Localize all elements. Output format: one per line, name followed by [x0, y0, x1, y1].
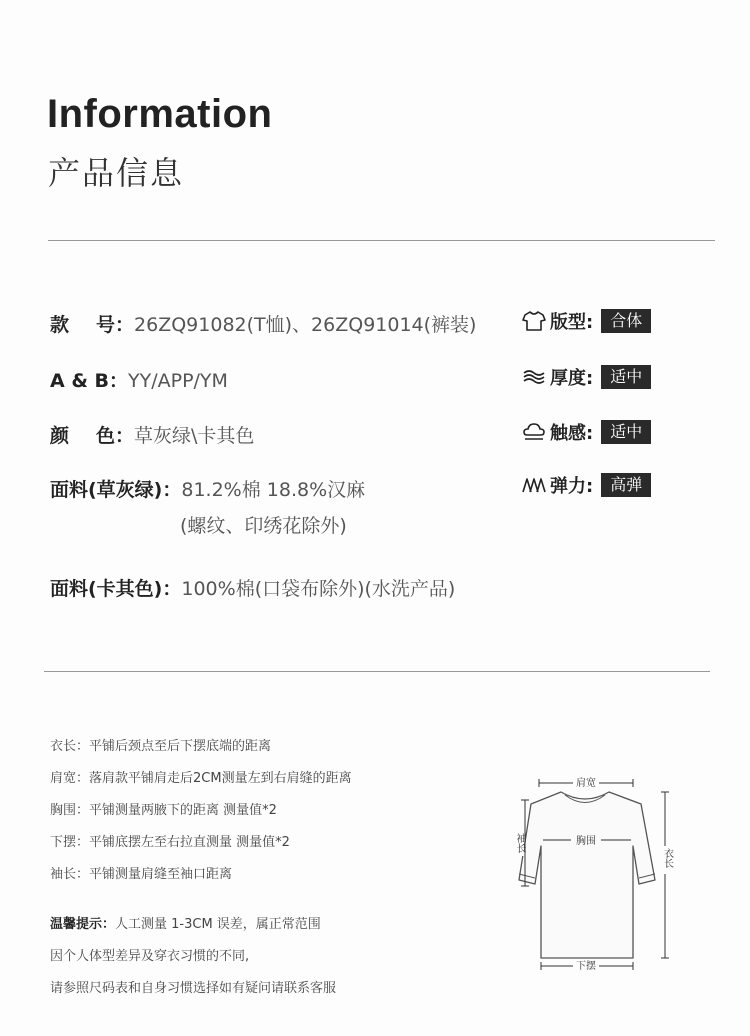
spec-value: 26ZQ91082(T恤)、26ZQ91014(裤装) [134, 314, 477, 336]
spec-label: A & B： [50, 370, 128, 392]
property-fit [522, 308, 651, 334]
diagram-label-chest: 胸围 [576, 836, 596, 847]
tshirt-measurement-diagram [505, 770, 690, 970]
property-stretch [522, 472, 651, 498]
spec-fabric-green-note: (螺纹、印绣花除外) [180, 515, 347, 537]
spec-fabric-khaki [50, 574, 455, 601]
property-value-tag: 适中 [601, 420, 651, 444]
property-thickness [522, 364, 651, 390]
spec-value: 81.2%棉 18.8%汉麻 [181, 479, 366, 501]
spec-label: 颜 [50, 425, 70, 447]
spec-color [50, 421, 254, 448]
diagram-label-length: 衣长 [661, 848, 673, 868]
diagram-label-hem: 下摆 [576, 961, 596, 970]
spec-ab [50, 366, 228, 393]
spec-label: 面料(草灰绿)： [50, 479, 182, 501]
spec-label: 号： [96, 314, 135, 336]
tip-text: 人工测量 1-3CM 误差，属正常范围 [115, 917, 321, 932]
stretch-icon [522, 474, 546, 496]
measure-note-shoulder: 肩宽：落肩款平铺肩走后2CM测量左到右肩缝的距离 [50, 771, 352, 786]
property-label: 厚度: [550, 368, 594, 389]
property-value-tag: 高弹 [601, 473, 651, 497]
spec-value: 100%棉(口袋布除外)(水洗产品) [181, 578, 456, 600]
diagram-label-shoulder: 肩宽 [576, 778, 596, 789]
measure-note-hem: 下摆：平铺底摆左至右拉直测量 测量值*2 [50, 835, 290, 850]
measure-note-chest: 胸围：平铺测量两腋下的距离 测量值*2 [50, 803, 277, 818]
spec-label: 色： [96, 425, 135, 447]
tip-line-1 [50, 913, 321, 932]
tip-line-2: 因个人体型差异及穿衣习惯的不同, [50, 949, 250, 964]
measure-note-length: 衣长：平铺后颈点至后下摆底端的距离 [50, 739, 272, 754]
measure-note-sleeve: 袖长：平铺测量肩缝至袖口距离 [50, 867, 233, 882]
diagram-label-sleeve: 袖长 [505, 833, 525, 844]
spec-style-no [50, 310, 476, 337]
tip-label: 温馨提示： [50, 917, 116, 932]
spec-label: 款 [50, 314, 70, 336]
property-touch [522, 419, 651, 445]
layers-icon [522, 366, 546, 388]
property-label: 弹力: [550, 476, 594, 497]
tip-line-3: 请参照尺码表和自身习惯选择如有疑问请联系客服 [50, 981, 337, 996]
title-chinese: 产品信息 [48, 154, 185, 192]
divider-top [48, 240, 715, 241]
cloud-touch-icon [522, 421, 546, 443]
spec-value: 草灰绿\卡其色 [134, 425, 255, 447]
spec-label: 面料(卡其色)： [50, 578, 182, 600]
title-english: Information [47, 92, 273, 136]
divider-bottom [44, 671, 710, 672]
property-label: 触感: [550, 423, 594, 444]
spec-fabric-green [50, 475, 365, 502]
tshirt-icon [522, 310, 546, 332]
property-label: 版型: [550, 312, 594, 333]
property-value-tag: 适中 [601, 365, 651, 389]
property-value-tag: 合体 [601, 309, 651, 333]
spec-value: YY/APP/YM [128, 370, 228, 392]
